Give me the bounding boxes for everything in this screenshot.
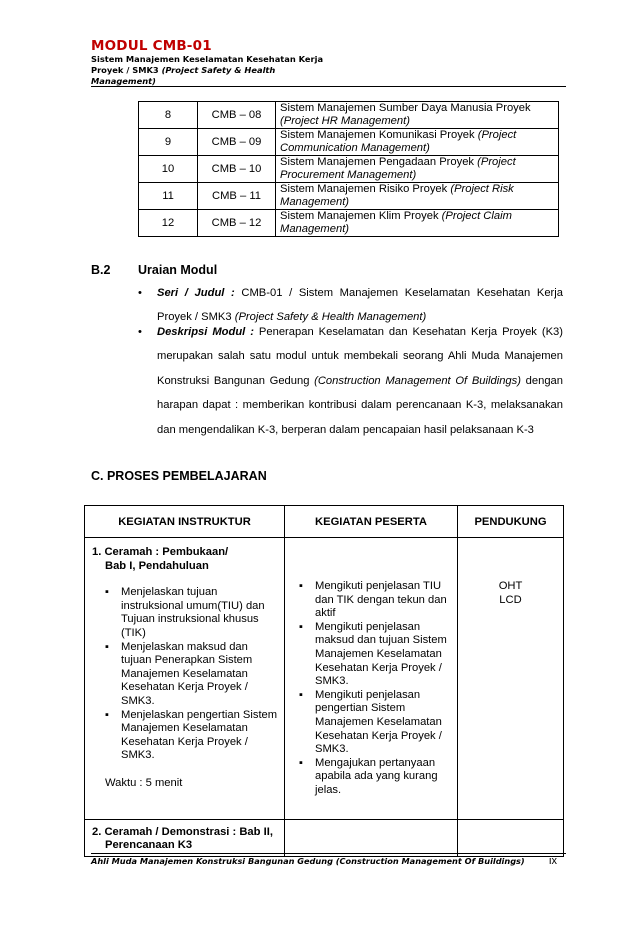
section-title: Uraian Modul [138, 263, 218, 277]
module-code: CMB – 12 [198, 210, 276, 237]
list-item: ▪ Mengikuti penjelasan maksud dan tujuan Sistem Manajemen Keselamatan Kesehatan Kerja Proyek / SMK3. [289, 621, 453, 689]
table-row [85, 538, 564, 820]
footer-text: Ahli Muda Manajemen Konstruksi Bangunan Gedung (Construction Management Of Buildings) [91, 856, 525, 866]
module-name [276, 129, 559, 156]
header-pendukung: PENDUKUNG [458, 506, 564, 538]
row-heading: 2. Ceramah / Demonstrasi : Bab II, [92, 825, 273, 838]
learning-process-table [84, 505, 564, 857]
bullet-label: Deskripsi Modul : [157, 326, 254, 338]
module-name [276, 183, 559, 210]
module-number: 12 [139, 210, 198, 237]
module-name-id: Sistem Manajemen Klim Proyek [280, 210, 439, 222]
pendukung-cell [458, 538, 564, 820]
bullet-text [157, 320, 563, 442]
module-name-en: (Project Communication Management) [280, 129, 517, 154]
module-code: CMB – 10 [198, 156, 276, 183]
module-name-en: (Project Risk Management) [280, 183, 514, 208]
bullet-dot: • [138, 326, 142, 338]
table-header-row [85, 506, 564, 538]
module-name-en: (Project Claim Management) [280, 210, 512, 235]
subtitle-line-2 [91, 65, 571, 76]
module-number: 8 [139, 102, 198, 129]
list-item: ▪ Menjelaskan maksud dan tujuan Penerapkan Sistem Manajemen Keselamatan Kesehatan Kerja Proyek / SMK3. [92, 641, 280, 709]
bullet-body-2: dengan harapan dapat : memberikan kontribusi dalam perencanaan K-3, melaksanakan dan mengendalikan K-3, berperan dalam pencapaian hasil pelaksanaan K-3 [157, 374, 563, 436]
waktu-text: Waktu : 5 menit [105, 776, 183, 789]
section-number: B.2 [91, 263, 111, 277]
table-row [139, 156, 559, 183]
table-row [139, 210, 559, 237]
module-name [276, 210, 559, 237]
module-name [276, 156, 559, 183]
instruktur-list [92, 586, 280, 763]
bullet-dot: • [138, 287, 142, 299]
module-number: 10 [139, 156, 198, 183]
peserta-cell [285, 819, 458, 856]
module-name [276, 102, 559, 129]
module-code: CMB – 11 [198, 183, 276, 210]
row-heading-2: Bab I, Pendahuluan [105, 559, 209, 572]
instruktur-cell [85, 538, 285, 820]
table-row [139, 129, 559, 156]
subtitle-line-1: Sistem Manajemen Keselamatan Kesehatan Kerja [91, 54, 324, 64]
modules-table [138, 101, 559, 237]
header-peserta: KEGIATAN PESERTA [285, 506, 458, 538]
bullet-label: Seri / Judul : [157, 287, 235, 299]
table-row [139, 102, 559, 129]
bullet-body: Penerapan Keselamatan dan Kesehatan Kerja Proyek (K3) merupakan salah satu modul untuk membekali seorang Ahli Muda Manajemen Konstruksi Bangunan Gedung [157, 326, 563, 387]
bullet-italic: (Construction Management Of Buildings) [314, 374, 521, 387]
module-name-en: (Project Procurement Management) [280, 156, 516, 181]
module-number: 9 [139, 129, 198, 156]
subtitle-italic: (Project Safety & Health [161, 65, 276, 75]
module-subtitle [91, 54, 571, 87]
list-item: ▪ Menjelaskan tujuan instruksional umum(TIU) dan Tujuan instruksional khusus (TIK) [92, 586, 280, 640]
header-instruktur: KEGIATAN INSTRUKTUR [85, 506, 285, 538]
pendukung-item: LCD [499, 593, 522, 606]
row-heading: 1. Ceramah : Pembukaan/ [92, 546, 229, 558]
instruktur-cell [85, 819, 285, 856]
module-code: CMB – 08 [198, 102, 276, 129]
pendukung-item: OHT [498, 580, 523, 592]
footer-rule [91, 853, 566, 854]
table-row [139, 183, 559, 210]
list-item: ▪ Mengikuti penjelasan TIU dan TIK dengan tekun dan aktif [289, 580, 453, 621]
peserta-list [289, 580, 453, 798]
row-heading-2: Perencanaan K3 [105, 839, 193, 852]
page-number: ix [549, 855, 557, 867]
subtitle-italic-2: Management) [91, 76, 156, 86]
peserta-cell [285, 538, 458, 820]
list-item: ▪ Mengajukan pertanyaan apabila ada yang kurang jelas. [289, 757, 453, 798]
page-header [91, 38, 571, 87]
module-name-id: Sistem Manajemen Sumber Daya Manusia Proyek [280, 102, 531, 114]
bullet-body: CMB-01 / Sistem Manajemen Keselamatan Kesehatan Kerja Proyek / SMK3 [157, 287, 563, 324]
bullet-deskripsi [138, 320, 563, 442]
module-name-id: Sistem Manajemen Komunikasi Proyek [280, 129, 475, 141]
bullet-italic: (Project Safety & Health Management) [234, 311, 427, 324]
module-number: 11 [139, 183, 198, 210]
header-rule [91, 86, 566, 87]
section-c-title: C. PROSES PEMBELAJARAN [91, 469, 267, 483]
module-name-en: (Project HR Management) [280, 115, 410, 127]
subtitle-plain: Proyek / SMK3 [91, 65, 162, 75]
list-item: ▪ Mengikuti penjelasan pengertian Sistem Manajemen Keselamatan Kesehatan Kerja Proyek / SMK3. [289, 689, 453, 757]
module-code: CMB – 09 [198, 129, 276, 156]
module-title: MODUL CMB-01 [91, 38, 212, 54]
pendukung-cell [458, 819, 564, 856]
module-name-id: Sistem Manajemen Risiko Proyek [280, 183, 448, 195]
table-row [85, 819, 564, 856]
module-name-id: Sistem Manajemen Pengadaan Proyek [280, 156, 475, 168]
list-item: ▪ Menjelaskan pengertian Sistem Manajemen Keselamatan Kesehatan Kerja Proyek / SMK3. [92, 709, 280, 763]
